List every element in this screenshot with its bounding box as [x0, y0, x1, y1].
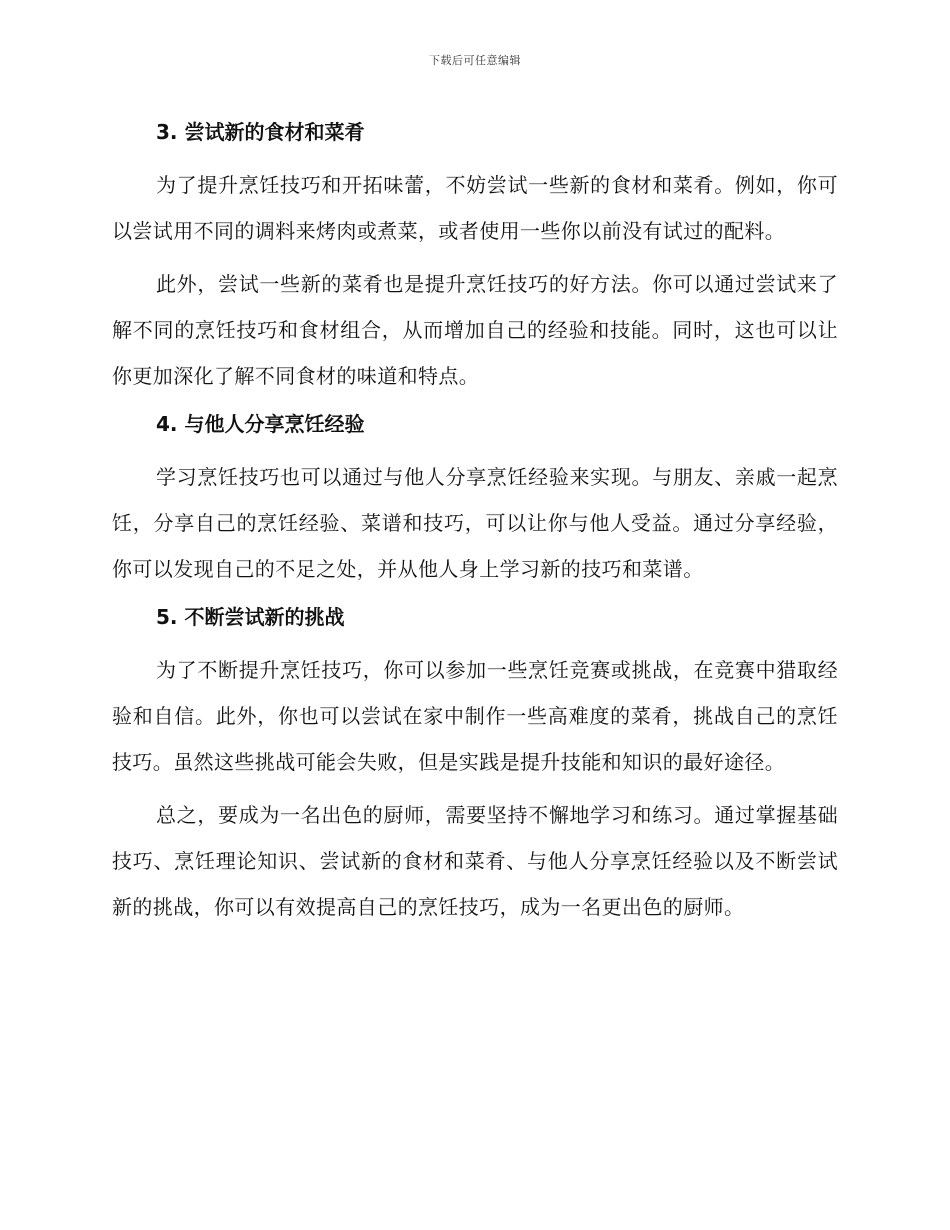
- section-3-paragraph-1: 为了提升烹饪技巧和开拓味蕾，不妨尝试一些新的食材和菜肴。例如，你可以尝试用不同的调料来烤肉或煮菜，或者使用一些你以前没有试过的配料。: [112, 173, 838, 243]
- section-heading-3: 3. 尝试新的食材和菜肴: [156, 120, 365, 144]
- section-3-paragraph-2: 此外，尝试一些新的菜肴也是提升烹饪技巧的好方法。你可以通过尝试来了解不同的烹饪技巧和食材组合，从而增加自己的经验和技能。同时，这也可以让你更加深化了解不同食材的味道和特点。: [112, 272, 838, 388]
- conclusion-paragraph: 总之，要成为一名出色的厨师，需要坚持不懈地学习和练习。通过掌握基础技巧、烹饪理论知识、尝试新的食材和菜肴、与他人分享烹饪经验以及不断尝试新的挑战，你可以有效提高自己的烹饪技巧，成为一名更出色的厨师。: [112, 803, 838, 919]
- section-heading-4: 4. 与他人分享烹饪经验: [156, 412, 365, 436]
- section-4-paragraph-1: 学习烹饪技巧也可以通过与他人分享烹饪经验来实现。与朋友、亲戚一起烹饪，分享自己的烹饪经验、菜谱和技巧，可以让你与他人受益。通过分享经验，你可以发现自己的不足之处，并从他人身上学习新的技巧和菜谱。: [112, 465, 838, 581]
- section-heading-5: 5. 不断尝试新的挑战: [156, 605, 345, 629]
- page-header-note: 下载后可任意编辑: [429, 54, 521, 67]
- document-body: [112, 113, 838, 930]
- section-5-paragraph-1: 为了不断提升烹饪技巧，你可以参加一些烹饪竞赛或挑战，在竞赛中猎取经验和自信。此外，你也可以尝试在家中制作一些高难度的菜肴，挑战自己的烹饪技巧。虽然这些挑战可能会失败，但是实践是提升技能和知识的最好途径。: [112, 658, 838, 774]
